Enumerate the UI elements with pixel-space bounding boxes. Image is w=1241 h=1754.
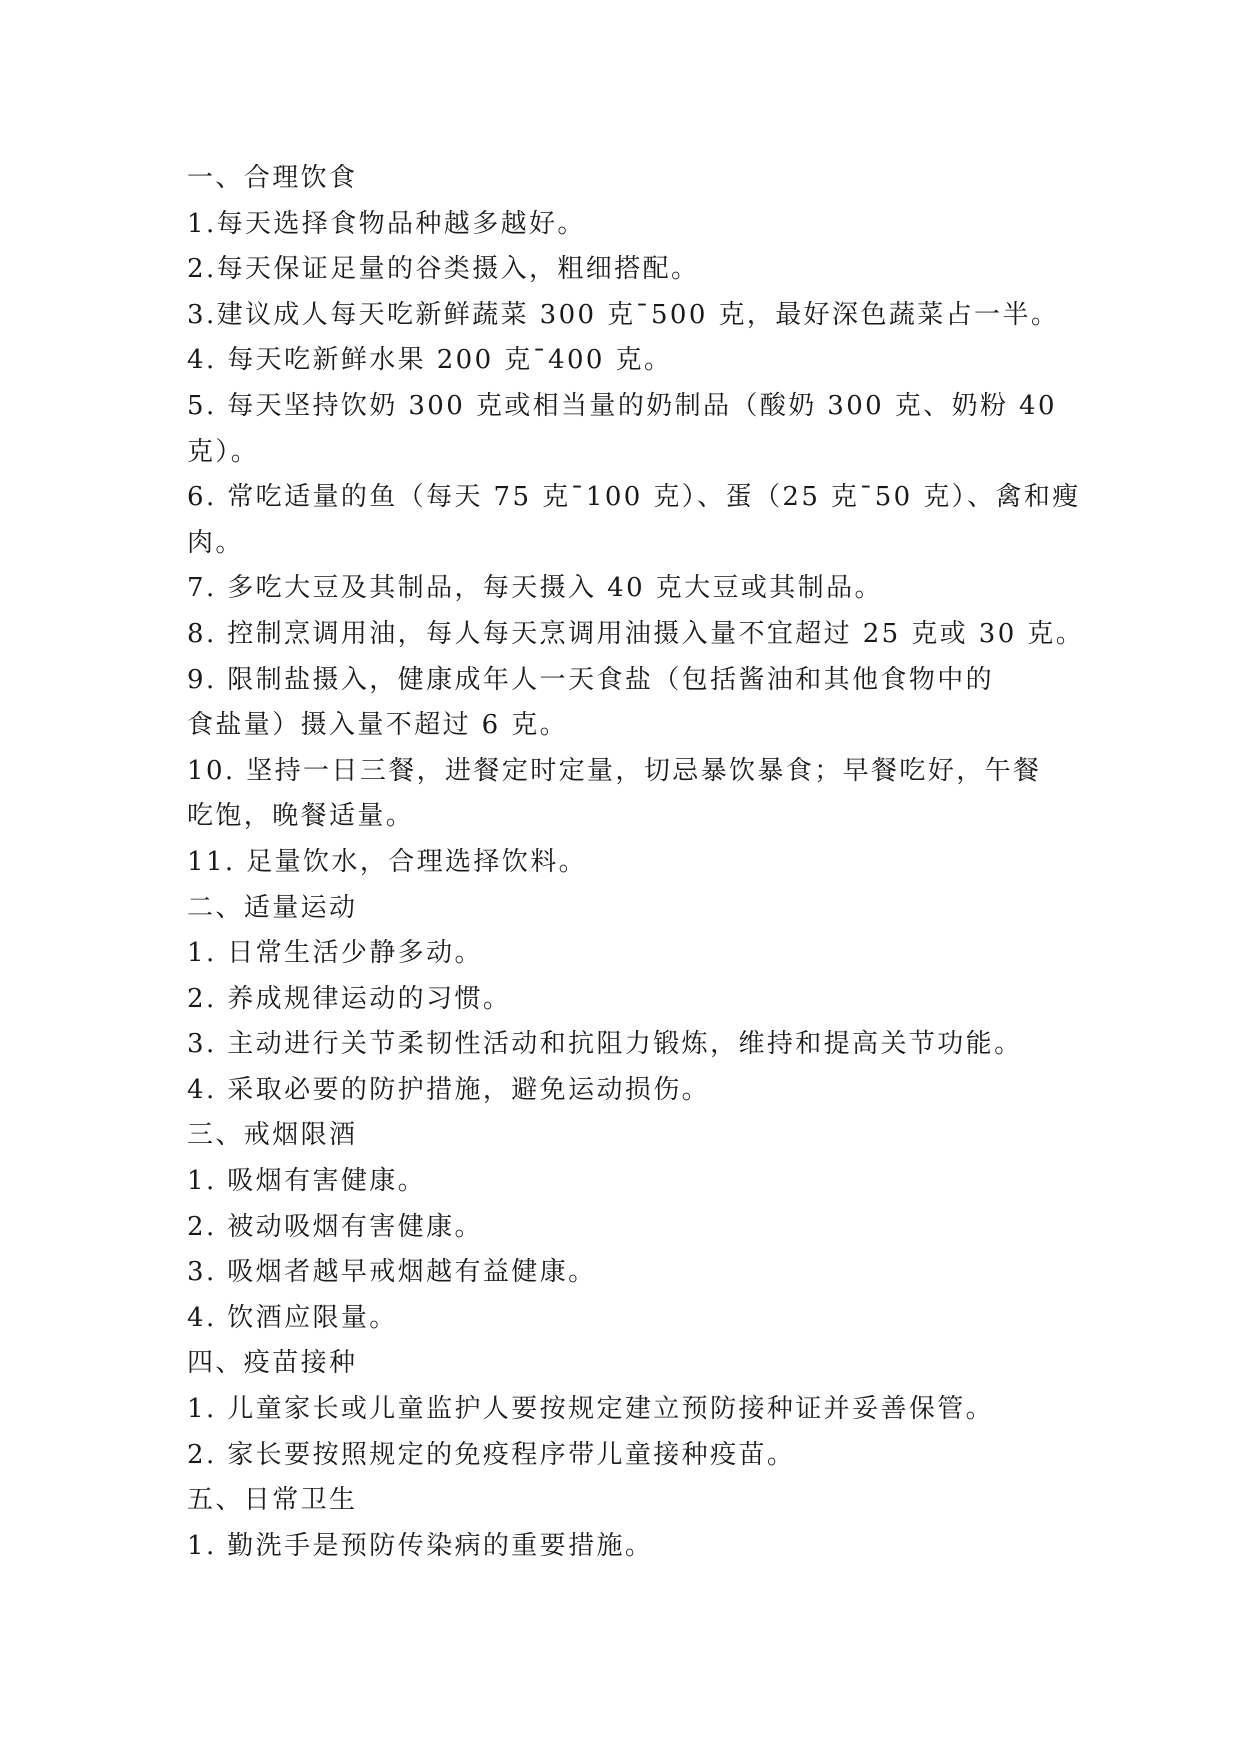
list-item: 1.每天选择食物品种越多越好。 bbox=[187, 208, 586, 239]
list-item: 2.每天保证足量的谷类摄入，粗细搭配。 bbox=[187, 254, 700, 285]
list-item: 2. 被动吸烟有害健康。 bbox=[187, 1211, 483, 1242]
section-heading-smoking-alcohol: 三、戒烟限酒 bbox=[187, 1120, 358, 1151]
list-item-continuation: 克）。 bbox=[187, 436, 260, 467]
list-item: 3.建议成人每天吃新鲜蔬菜 300 克¯500 克，最好深色蔬菜占一半。 bbox=[187, 299, 1060, 330]
list-item: 7. 多吃大豆及其制品，每天摄入 40 克大豆或其制品。 bbox=[187, 573, 883, 604]
list-item: 6. 常吃适量的鱼（每天 75 克¯100 克）、蛋（25 克¯50 克）、禽和瘦 bbox=[187, 482, 1081, 513]
list-item: 4. 采取必要的防护措施，避免运动损伤。 bbox=[187, 1074, 711, 1105]
list-item-continuation: 吃饱，晚餐适量。 bbox=[187, 801, 415, 832]
list-item: 2. 家长要按照规定的免疫程序带儿童接种疫苗。 bbox=[187, 1439, 796, 1470]
section-heading-vaccination: 四、疫苗接种 bbox=[187, 1348, 358, 1379]
list-item-continuation: 肉。 bbox=[187, 527, 244, 558]
list-item: 8. 控制烹调用油，每人每天烹调用油摄入量不宜超过 25 克或 30 克。 bbox=[187, 618, 1085, 649]
list-item: 4. 饮酒应限量。 bbox=[187, 1302, 398, 1333]
list-item: 1. 勤洗手是预防传染病的重要措施。 bbox=[187, 1530, 654, 1561]
list-item: 3. 吸烟者越早戒烟越有益健康。 bbox=[187, 1257, 597, 1288]
list-item: 5. 每天坚持饮奶 300 克或相当量的奶制品（酸奶 300 克、奶粉 40 bbox=[187, 390, 1057, 421]
section-heading-diet: 一、合理饮食 bbox=[187, 163, 358, 193]
list-item: 1. 日常生活少静多动。 bbox=[187, 938, 483, 969]
list-item: 10. 坚持一日三餐，进餐定时定量，切忌暴饮暴食；早餐吃好，午餐 bbox=[187, 755, 1042, 786]
list-item: 11. 足量饮水，合理选择饮料。 bbox=[187, 846, 588, 877]
section-heading-exercise: 二、适量运动 bbox=[187, 892, 358, 923]
list-item: 9. 限制盐摄入，健康成年人一天食盐（包括酱油和其他食物中的 bbox=[187, 664, 995, 695]
list-item: 3. 主动进行关节柔韧性活动和抗阻力锻炼，维持和提高关节功能。 bbox=[187, 1029, 1023, 1060]
list-item: 2. 养成规律运动的习惯。 bbox=[187, 983, 512, 1014]
list-item-continuation: 食盐量）摄入量不超过 6 克。 bbox=[187, 710, 569, 741]
list-item: 1. 吸烟有害健康。 bbox=[187, 1166, 427, 1197]
list-item: 4. 每天吃新鲜水果 200 克¯400 克。 bbox=[187, 345, 673, 376]
list-item: 1. 儿童家长或儿童监护人要按规定建立预防接种证并妥善保管。 bbox=[187, 1394, 995, 1425]
section-heading-hygiene: 五、日常卫生 bbox=[187, 1485, 358, 1516]
document-body bbox=[187, 156, 1085, 1569]
